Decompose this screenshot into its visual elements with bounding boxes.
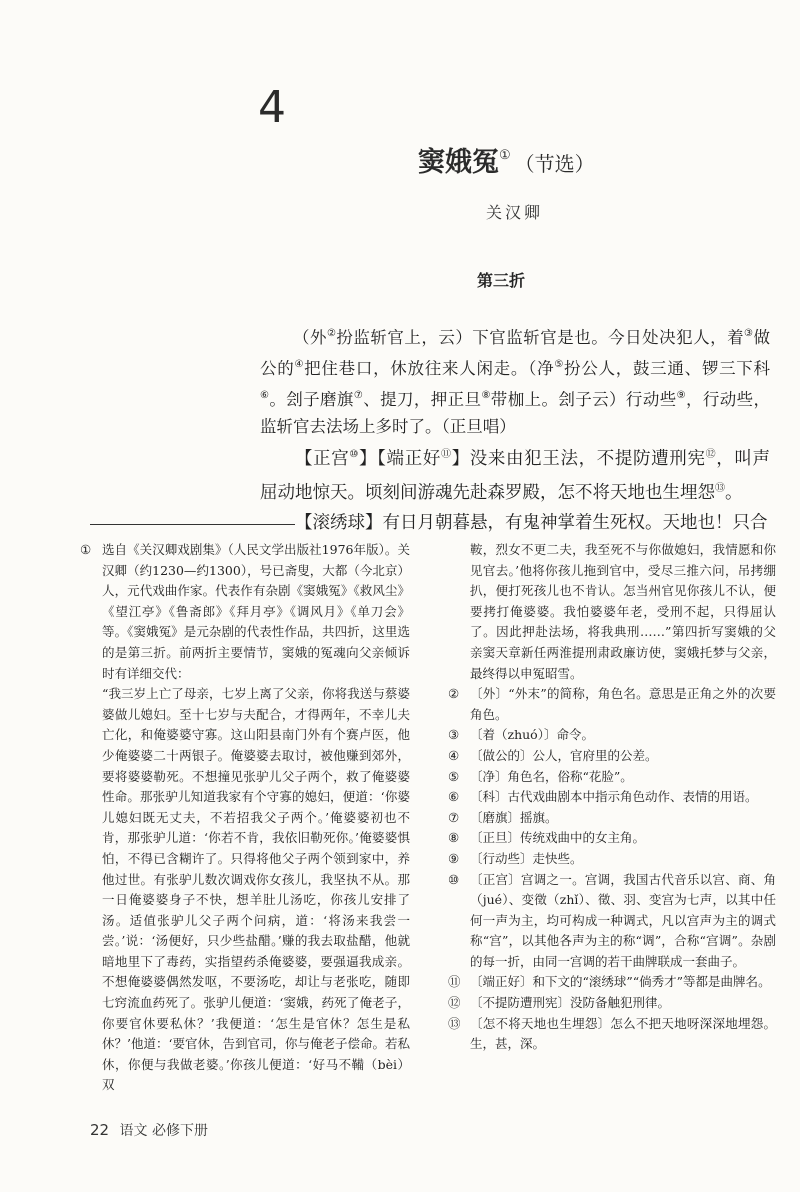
footnote-divider <box>90 524 295 525</box>
paragraph-1: （外②扮监斩官上，云）下官监斩官是也。今日处决犯人，着③做公的④把住巷口，休放往来人闲走。（净⑤扮公人，鼓三通、锣三下科⑥。刽子磨旗⑦、提刀，押正旦⑧带枷上。刽子云）行动些⑨，行动些，监斩官去法场上多时了。（正旦唱） <box>260 328 771 436</box>
main-text <box>260 320 770 538</box>
footnote-2: ② 〔外〕“外末”的简称，角色名。意思是正角之外的次要角色。 <box>448 686 776 722</box>
footnote-1-continued: 鞍，烈女不更二夫，我至死不与你做媳妇，我情愿和你见官去。’他将你孩儿拖到官中，受尽三推六问，吊拷绷扒，便打死孩儿也不肯认。怎当州官见你孩儿不认，便要拷打俺婆婆。我怕婆婆年老，受刑不起，只得屈认了。因此押赴法场，将我典刑……”第四折写窦娥的父亲窦天章新任两淮提刑肃政廉访使，窦娥托梦与父亲，最终得以申冤昭雪。 <box>470 542 776 681</box>
title-main: 窦娥冤 <box>418 147 499 178</box>
title-footnote-ref: ① <box>499 148 511 163</box>
footnote-7: ⑦ 〔磨旗〕摇旗。 <box>448 809 558 825</box>
footnotes-right-column <box>448 540 776 1055</box>
paragraph-3: 【滚绣球】有日月朝暮悬，有鬼神掌着生死权。天地也！只合 <box>295 513 768 533</box>
title-subtitle: （节选） <box>514 152 595 176</box>
book-title: 语文 必修下册 <box>119 1123 208 1139</box>
footnote-13: ⑬ 〔怎不将天地也生埋怨〕怎么不把天地呀深深地埋怨。生，甚，深。 <box>448 1015 776 1052</box>
footnote-9: ⑨ 〔行动些〕走快些。 <box>448 850 583 866</box>
paragraph-2: 【正宫⑩】【端正好⑪】没来由犯王法，不提防遭刑宪⑫，叫声屈动地惊天。顷刻间游魂先赴森罗殿，怎不将天地也生埋怨⑬。 <box>260 449 771 503</box>
footnote-12: ⑫ 〔不提防遭刑宪〕没防备触犯刑律。 <box>448 995 671 1011</box>
footnote-10: ⑩ 〔正宫〕宫调之一。宫调，我国古代音乐以宫、商、角（jué）、变徵（zhǐ）、徵、羽、变宫为七声，以其中任何一声为主，均可构成一种调式，凡以宫声为主的调式称“宫”，以其他各声为主的称“调”，合称“宫调”。杂剧的每一折，由同一宫调的若干曲牌联成一套曲子。 <box>448 871 776 969</box>
page-number: 22 <box>90 1121 110 1139</box>
section-heading: 第三折 <box>477 271 526 290</box>
footnote-6: ⑥ 〔科〕古代戏曲剧本中指示角色动作、表情的用语。 <box>448 789 758 805</box>
page-title <box>418 140 595 179</box>
footnotes-left-column <box>80 540 410 1096</box>
page-footer <box>90 1120 208 1140</box>
footnote-1: ① 选自《关汉卿戏剧集》（人民文学出版社1976年版）。关汉卿（约1230—约1300），号已斋叟，大都（今北京）人，元代戏曲作家。代表作有杂剧《窦娥冤》《救风尘》《望江亭》《鲁斋郎》《拜月亭》《调风月》《单刀会》等。《窦娥冤》是元杂剧的代表性作品，共四折，这里选的是第三折。前两折主要情节，窦娥的冤魂向父亲倾诉时有详细交代： <box>80 542 410 681</box>
chapter-number: 4 <box>258 82 286 133</box>
footnote-8: ⑧ 〔正旦〕传统戏曲中的女主角。 <box>448 830 646 846</box>
footnote-11: ⑪ 〔端正好〕和下文的“滚绣球”“倘秀才”等都是曲牌名。 <box>448 974 771 990</box>
author-name: 关汉卿 <box>486 203 544 222</box>
footnote-1-quote: “我三岁上亡了母亲，七岁上离了父亲，你将我送与蔡婆婆做儿媳妇。至十七岁与夫配合，才得两年，不幸儿夫亡化，和俺婆婆守寡。这山阳县南门外有个赛卢医，他少俺婆婆二十两银子。俺婆婆去取讨，被他赚到郊外，要将婆婆勒死。不想撞见张驴儿父子两个，救了俺婆婆性命。那张驴儿知道我家有个守寡的媳妇，便道：‘你婆儿媳妇既无丈夫，不若招我父子两个。’俺婆婆初也不肯，那张驴儿道：‘你若不肯，我依旧勒死你。’俺婆婆惧怕，不得已含糊许了。只得将他父子两个领到家中，养他过世。有张驴儿数次调戏你女孩儿，我坚执不从。那一日俺婆婆身子不快，想羊肚儿汤吃，你孩儿安排了汤。适值张驴儿父子两个问病，道：‘将汤来我尝一尝。’说：‘汤便好，只少些盐醋。’赚的我去取盐醋，他就暗地里下了毒药，实指望药杀俺婆婆，要强逼我成亲。不想俺婆婆偶然发呕，不要汤吃，却让与老张吃，随即七窍流血药死了。张驴儿便道：‘窦娥，药死了俺老子，你要官休要私休？’我便道：‘怎生是官休？怎生是私休？’他道：‘要官休，告到官司，你与俺老子偿命。若私休，你便与我做老婆。’你孩儿便道：‘好马不鞴（bèi）双 <box>102 686 410 1093</box>
footnote-4: ④ 〔做公的〕公人，官府里的公差。 <box>448 747 658 763</box>
footnote-3: ③ 〔着（zhuó）〕命令。 <box>448 727 594 743</box>
footnote-5: ⑤ 〔净〕角色名，俗称“花脸”。 <box>448 768 633 784</box>
